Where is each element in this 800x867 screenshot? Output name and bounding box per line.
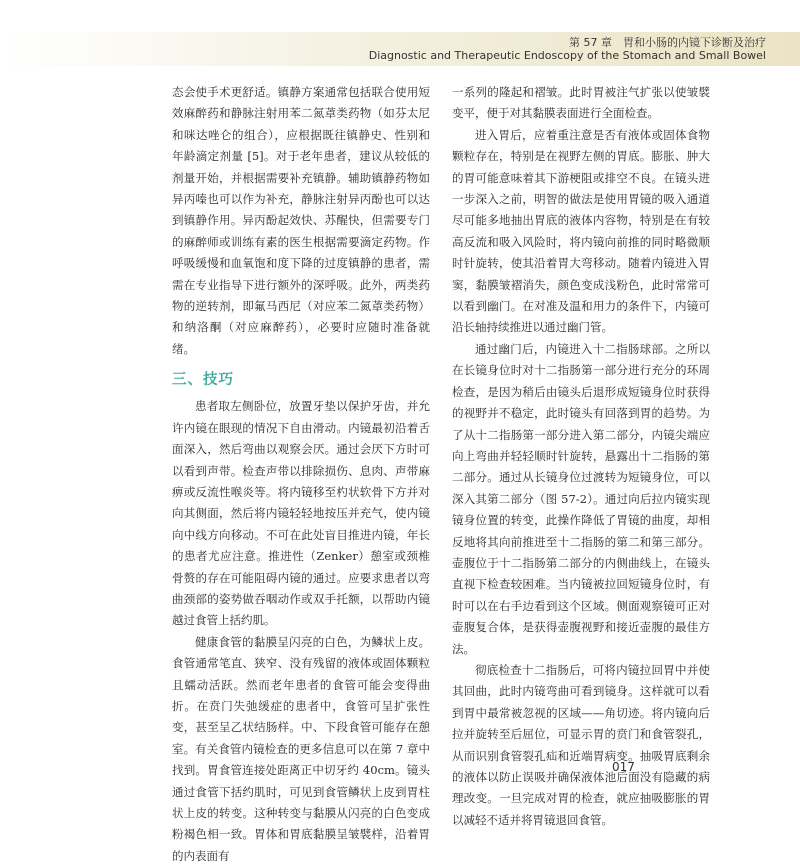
paragraph-retroflexion: 彻底检查十二指肠后，可将内镜拉回胃中并使其回曲，此时内镜弯曲可看到镜身。这样就可以看到胃中最常被忽视的区域——角切迹。将内镜向后拉并旋转至后屈位，可显示胃的贲门和食管裂孔，从而识别食管裂孔疝和近端胃病变。抽吸胃底剩余的液体以防止误吸并确保液体池后面没有隐藏的病理改变。一旦完成对胃的检查，就应抽吸膨胀的胃以减轻不适并将胃镜退回食管。 (452, 662, 710, 827)
chapter-title-en: Diagnostic and Therapeutic Endoscopy of the Stomach and Small Bowel (368, 49, 766, 62)
paragraph-stomach-entry: 进入胃后，应着重注意是否有液体或固体食物颗粒存在，特别是在视野左侧的胃底。膨胀、肿大的胃可能意味着其下游梗阻或排空不良。在镜头进一步深入之前，明智的做法是使用胃镜的吸入通道尽可能多地抽出胃底的液体内容物，特别是在有较高反流和吸入风险时，将内镜向前推的同时略微顺时针旋转，使其沿着胃大弯移动。随着内镜进入胃窦，黏膜皱褶消失，颜色变成浅粉色，此时常常可以看到幽门。在对准及温和用力的条件下，内镜可沿长轴持续推进以通过幽门管。 (452, 127, 710, 335)
paragraph-sedation-cont: 态会使手术更舒适。镇静方案通常包括联合使用短效麻醉药和静脉注射用苯二氮䓬类药物（如芬太尼和咪达唑仑的组合），应根据既往镇静史、性别和年龄滴定剂量 [5]。对于老年患者，建议从较低的剂量开始，并根据需要补充镇静。辅助镇静药物如异丙嗪也可以作为补充，静脉注射异丙酚也可以达到镇静作用。异丙酚起效快、苏醒快，但需要专门的麻醉师或训练有素的医生根据需要滴定药物。作呼吸缓慢和血氧饱和度下降的过度镇静的患者，需需在专业指导下进行额外的深呼吸。此外，两类药物的逆转剂，即氟马西尼（对应苯二氮䓬类药物）和纳洛酮（对应麻醉药），必要时应随时准备就绪。 (172, 85, 430, 356)
paragraph-esophagus: 健康食管的黏膜呈闪亮的白色，为鳞状上皮。食管通常笔直、狭窄、没有残留的液体或固体颗粒且蠕动活跃。然而老年患者的食管可能会变得曲折。在贲门失弛缓症的患者中，食管可呈扩张性变，甚至呈乙状结肠样。中、下段食管可能存在憩室。有关食管内镜检查的更多信息可以在第 7 章中找到。胃食管连接处距离正中切牙约 40cm。镜头通过食管下括约肌时，可见到食管鳞状上皮到胃柱状上皮的转变。这种转变与黏膜从闪亮的白色变成粉褐色相一致。胃体和胃底黏膜呈皱襞样，沿着胃的内表面有 (172, 634, 430, 863)
section-heading-technique: 三、技巧 (172, 372, 234, 389)
chapter-title-cn: 第 57 章 胃和小肠的内镜下诊断及治疗 (569, 36, 766, 49)
right-column (452, 82, 710, 831)
header-text (369, 36, 766, 63)
running-header (0, 32, 800, 66)
paragraph-stomach-cont: 一系列的隆起和褶皱。此时胃被注气扩张以使皱襞变平，便于对其黏膜表面进行全面检查。 (452, 85, 710, 121)
paragraph-duodenum: 通过幽门后，内镜进入十二指肠球部。之所以在长镜身位时对十二指肠第一部分进行充分的环周检查，是因为稍后由镜头后退形成短镜身位时获得的视野并不稳定，此时镜头有回落到胃的趋势。为了从十二指肠第一部分进入第二部分，内镜尖端应向上弯曲并轻轻顺时针旋转，悬露出十二指肠的第二部分。通过从长镜身位过渡转为短镜身位，可以深入其第二部分（图 57-2）。通过向后拉内镜实现镜身位置的转变，此操作降低了胃镜的曲度，却相反地将其向前推进至十二指肠的第二和第三部分。壶腹位于十二指肠第二部分的内侧曲线上，在镜头直视下检查较困难。当内镜被拉回短镜身位时，有时可以在右手边看到这个区域。侧面观察镜可正对壶腹复合体，是获得壶腹视野和接近壶腹的最佳方法。 (452, 341, 710, 656)
page-number: 017 (612, 760, 635, 774)
left-column (172, 82, 430, 867)
paragraph-positioning: 患者取左侧卧位，放置牙垫以保护牙齿，并允许内镜在眼现的情况下自由滑动。内镜最初沿着舌面深入，然后弯曲以观察会厌。通过会厌下方时可以看到声带。检查声带以排除损伤、息肉、声带麻痹或反流性喉炎等。将内镜移至杓状软骨下方并对向其侧面，然后将内镜轻轻地按压并充气，使内镜向中线方向移动。不可在此处盲目推进内镜，年长的患者尤应注意。推进性（Zenker）憩室或颈椎骨赘的存在可能阻碍内镜的通过。应要求患者以弯曲颈部的姿势做吞咽动作或双手托额，以帮助内镜越过食管上括约肌。 (172, 399, 430, 628)
